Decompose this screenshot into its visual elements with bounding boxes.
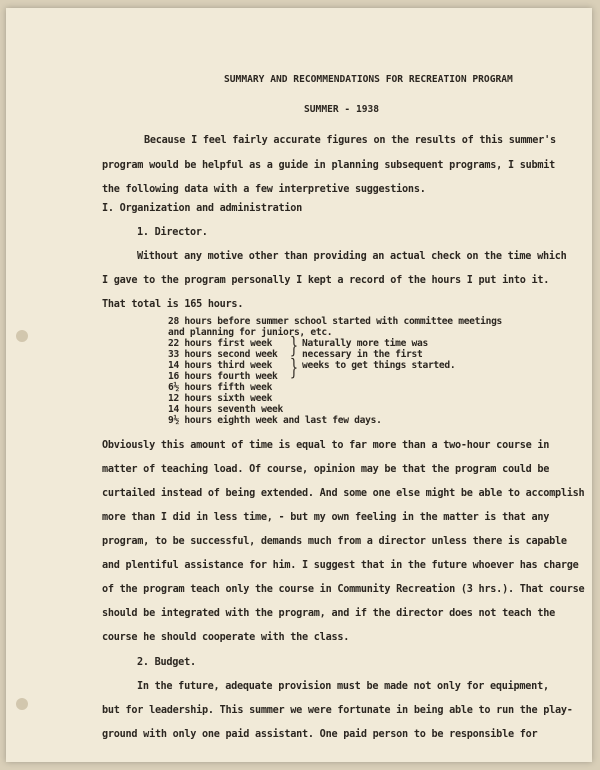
hours-item: and planning for juniors, etc. — [168, 327, 333, 338]
brace-mark: } — [289, 356, 299, 381]
paragraph-line: matter of teaching load. Of course, opinion may be that the program could be — [102, 464, 550, 475]
document-title: SUMMARY AND RECOMMENDATIONS FOR RECREATION PROGRAM — [224, 74, 513, 85]
intro-line: program would be helpful as a guide in planning subsequent programs, I submit — [102, 160, 556, 171]
paragraph-line: curtailed instead of being extended. And some one else might be able to accomplish — [102, 488, 585, 499]
paragraph-line: I gave to the program personally I kept a record of the hours I put into it. — [102, 275, 550, 286]
hours-note-line: Naturally more time was — [302, 338, 428, 349]
intro-line: the following data with a few interpretive suggestions. — [102, 184, 426, 195]
paragraph-line: of the program teach only the course in Community Recreation (3 hrs.). That course — [102, 584, 585, 595]
hours-item: 14 hours seventh week — [168, 404, 283, 415]
paragraph-line: but for leadership. This summer we were fortunate in being able to run the play- — [102, 705, 573, 716]
brace-mark: } — [289, 334, 299, 359]
subsection-heading: 2. Budget. — [137, 657, 196, 668]
hours-note-line: weeks to get things started. — [302, 360, 456, 371]
hours-item: 22 hours first week — [168, 338, 273, 349]
hours-item: 12 hours sixth week — [168, 393, 273, 404]
hours-item: 9½ hours eighth week and last few days. — [168, 415, 382, 426]
subsection-heading: 1. Director. — [137, 227, 208, 238]
paragraph-line: more than I did in less time, - but my own feeling in the matter is that any — [102, 512, 550, 523]
paragraph-line: In the future, adequate provision must be made not only for equipment, — [137, 681, 549, 692]
hours-item: 6½ hours fifth week — [168, 382, 273, 393]
paragraph-line: Obviously this amount of time is equal to far more than a two-hour course in — [102, 440, 550, 451]
paragraph-line: course he should cooperate with the class. — [102, 632, 350, 643]
hours-item: 14 hours third week — [168, 360, 273, 371]
paragraph-line: That total is 165 hours. — [102, 299, 244, 310]
document-page — [6, 8, 592, 762]
paragraph-line: program, to be successful, demands much from a director unless there is capable — [102, 536, 567, 547]
paragraph-line: Without any motive other than providing an actual check on the time which — [137, 251, 567, 262]
hours-item: 33 hours second week — [168, 349, 278, 360]
paragraph-line: should be integrated with the program, and if the director does not teach the — [102, 608, 556, 619]
hours-item: 16 hours fourth week — [168, 371, 278, 382]
paragraph-line: ground with only one paid assistant. One paid person to be responsible for — [102, 729, 538, 740]
hours-note-line: necessary in the first — [302, 349, 423, 360]
intro-line: Because I feel fairly accurate figures on the results of this summer's — [144, 135, 556, 146]
hours-item: 28 hours before summer school started with committee meetings — [168, 316, 503, 327]
section-heading: I. Organization and administration — [102, 203, 303, 214]
punch-hole-mark — [16, 330, 28, 342]
punch-hole-mark — [16, 698, 28, 710]
document-subtitle: SUMMER - 1938 — [304, 104, 380, 115]
paragraph-line: and plentiful assistance for him. I suggest that in the future whoever has charge — [102, 560, 579, 571]
